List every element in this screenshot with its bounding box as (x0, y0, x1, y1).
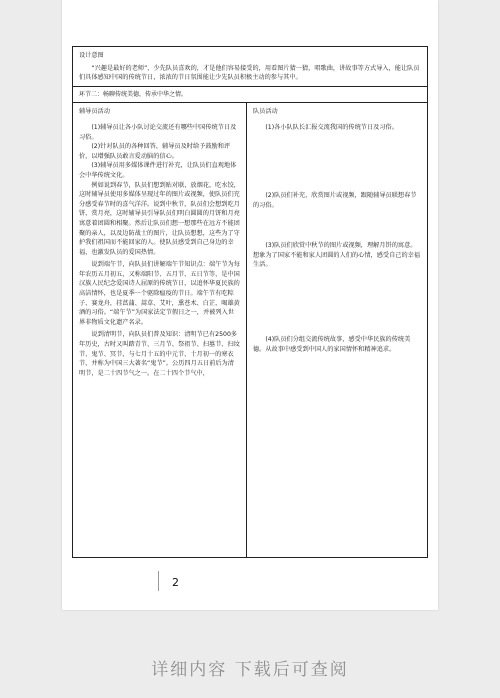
document-page (62, 0, 438, 610)
page-number-marker (158, 571, 159, 591)
counselor-paragraph: 例如说到春节，队员们想到贴对联，放烟花，吃水饺，这时辅导员使用多媒体呈现过年的图片或视频，使队员们充分感受春节时的喜气洋洋。说到中秋节，队员们会想到吃月饼，赏月亮，这时辅导员引导队员们明白圆圆的月饼和月亮寓意着团圆和相聚。然后让队员们想一想那些在远方不能团聚的亲人，以及边防战士的图片，让队员想想，这些为了守护我们祖国而不能回家的人。使队员感受到自己身边的幸福，也激发队员的爱国热情。 (79, 181, 240, 256)
member-paragraph: (4)队员们分组交流传统故事，感受中华民族的传统美德。从故事中感受到中国人的家国情怀和精神追求。 (253, 335, 411, 353)
member-activity-title: 队员活动 (253, 108, 278, 116)
counselor-activity-column (73, 103, 247, 557)
download-hint-text: 详细内容 下载后可查阅 (151, 660, 349, 680)
page-number: 2 (172, 576, 179, 589)
counselor-paragraph: (1)辅导员让各小队讨论交流还有哪些中国传统节日及习俗。 (79, 123, 237, 141)
section-two-row (73, 87, 427, 104)
counselor-paragraph: (3)辅导员用多媒体课件进行补充，让队员们直观地体会中华传统文化。 (79, 162, 237, 179)
member-paragraph: (3)队员们欣赏中秋节的图片或视频，理解月饼的寓意。想象为了国家不能和家人团圆的人们的心情，感受自己的幸福生活。 (253, 241, 421, 269)
section-two-label: 环节二：畅聊传统美德，传承中华之情。 (79, 90, 188, 98)
member-paragraph: (2)队员们补充，欣赏图片或视频，跟随辅导员联想春节的习俗。 (253, 191, 417, 209)
counselor-paragraph: (2)针对队员的各种回答，辅导员及时给予鼓励和评价，以增强队员敢言爱动脑的信心。 (79, 143, 231, 160)
design-intent-label: 设计意图 (79, 52, 104, 59)
counselor-paragraph: 说到端午节，向队员们讲解端午节知识点：端午节为每年农历五月初五，又称端阳节、五月节、五日节等，是中国汉族人民纪念爱国诗人屈原的传统节日，以追怀华夏民族的高洁情怀，也是夏季一个驱除瘟疫的节日。端午节有吃粽子、赛龙舟，挂菖蒲、蒿草、艾叶，熏苍术、白芷，喝雄黄酒的习俗。“端午节”为国家法定节假日之一，并被列入世界非物质文化遗产名录。 (79, 261, 240, 326)
design-intent-text: “兴趣是最好的老师”，少先队员喜欢的，才是他们容易接受的，用看图片猜一猜，唱歌曲，讲故事等方式导入，能让队员们具体感知中国的传统节日，浓浓的节日氛围能让少先队员积极主动的参与其中。 (79, 64, 420, 82)
member-paragraph: (1)各小队队长汇报交流我国的传统节日及习俗。 (265, 123, 398, 131)
design-intent-row (73, 47, 427, 87)
member-activity-body (253, 123, 421, 553)
member-activity-column (247, 103, 427, 557)
counselor-paragraph: 说到清明节，向队员们普及知识：清明节已有2500多年历史，古时又叫踏青节、三月节、祭祖节、扫墓节、扫坟节、鬼节、冥节，与七月十五的中元节、十月初一的寒衣节，并称为中国三大著名“鬼节”。公历四月五日前后为清明节，是二十四节气之一。在二十四个节气中， (79, 331, 240, 377)
activity-columns (73, 103, 427, 557)
lesson-plan-table (72, 46, 428, 558)
counselor-activity-title: 辅导员活动 (79, 108, 110, 116)
